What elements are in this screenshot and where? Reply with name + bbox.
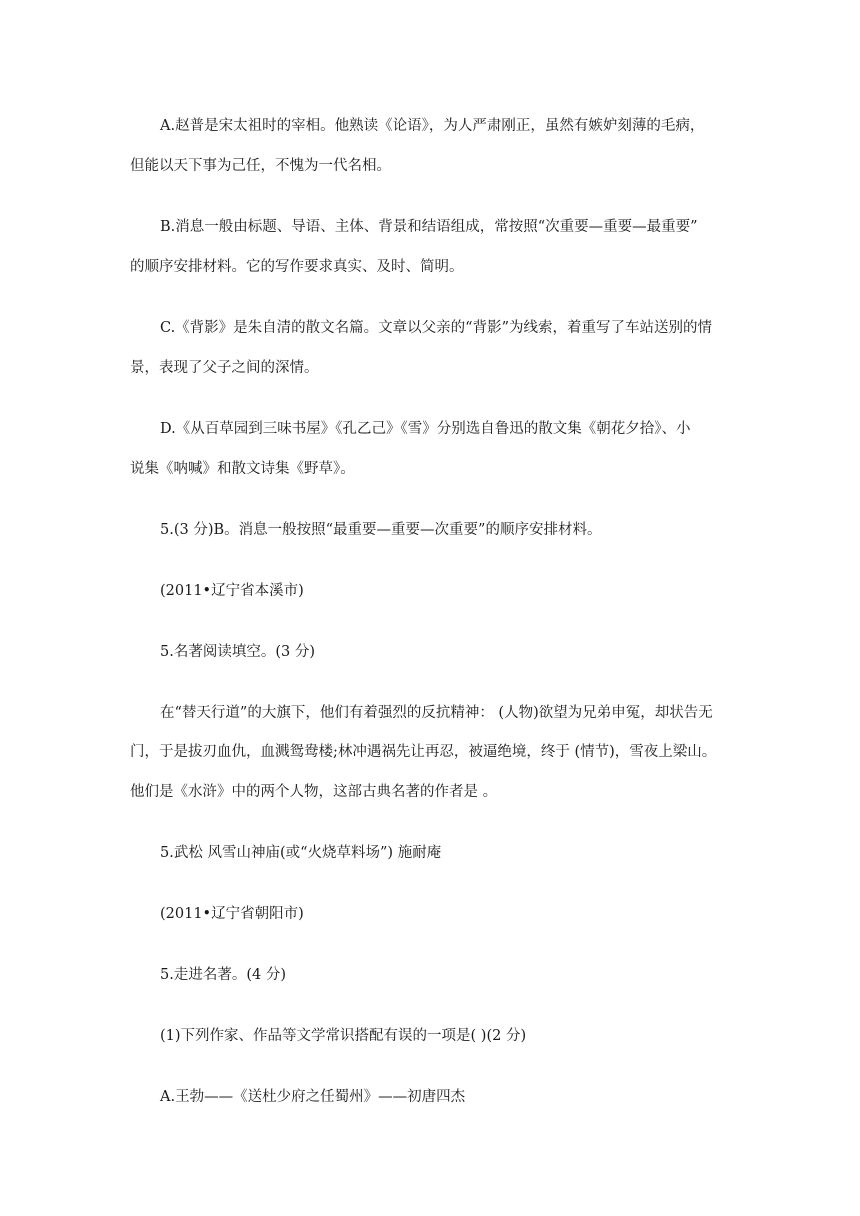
option-a-line-2: 但能以天下事为己任，不愧为一代名相。: [130, 158, 391, 174]
question-5-chaoyang-title: 5.走进名著。(4 分): [160, 967, 286, 983]
option-b-line-1: B.消息一般由标题、导语、主体、背景和结语组成，常按照“次重要—重要—最重要”: [160, 219, 698, 235]
answer-q5-benxi: 5.武松 风雪山神庙(或“火烧草料场”) 施耐庵: [160, 845, 442, 861]
subquestion-1: (1)下列作家、作品等文学常识搭配有误的一项是( )(2 分): [160, 1028, 527, 1044]
option-c-line-2: 景，表现了父子之间的深情。: [130, 360, 319, 376]
question-5-benxi-title: 5.名著阅读填空。(3 分): [160, 644, 315, 660]
answer-q4: 5.(3 分)B。消息一般按照“最重要—重要—次重要”的顺序安排材料。: [160, 522, 602, 538]
source-chaoyang: (2011•辽宁省朝阳市): [160, 906, 304, 922]
passage-line-2: 门，于是拔刃血仇，血溅鸳鸯楼;林冲遇祸先让再忍，被逼绝境，终于 (情节)，雪夜上梁山。: [130, 744, 717, 760]
source-benxi: (2011•辽宁省本溪市): [160, 583, 304, 599]
option-b-line-2: 的顺序安排材料。它的写作要求真实、及时、简明。: [130, 259, 464, 275]
option-d-line-1: D.《从百草园到三味书屋》《孔乙己》《雪》分别选自鲁迅的散文集《朝花夕拾》、小: [160, 421, 691, 437]
option-d-line-2: 说集《呐喊》和散文诗集《野草》。: [130, 461, 355, 477]
passage-line-1: 在“替天行道”的大旗下，他们有着强烈的反抗精神： (人物)欲望为兄弟申冤，却状告无: [160, 705, 713, 721]
option-c-line-1: C.《背影》是朱自清的散文名篇。文章以父亲的“背影”为线索，着重写了车站送别的情: [160, 320, 713, 336]
option-a-line-1: A.赵普是宋太祖时的宰相。他熟读《论语》，为人严肃刚正，虽然有嫉妒刻薄的毛病，: [160, 118, 705, 134]
subquestion-1-option-a: A.王勃——《送杜少府之任蜀州》——初唐四杰: [160, 1089, 466, 1105]
passage-line-3: 他们是《水浒》中的两个人物，这部古典名著的作者是 。: [130, 784, 498, 800]
